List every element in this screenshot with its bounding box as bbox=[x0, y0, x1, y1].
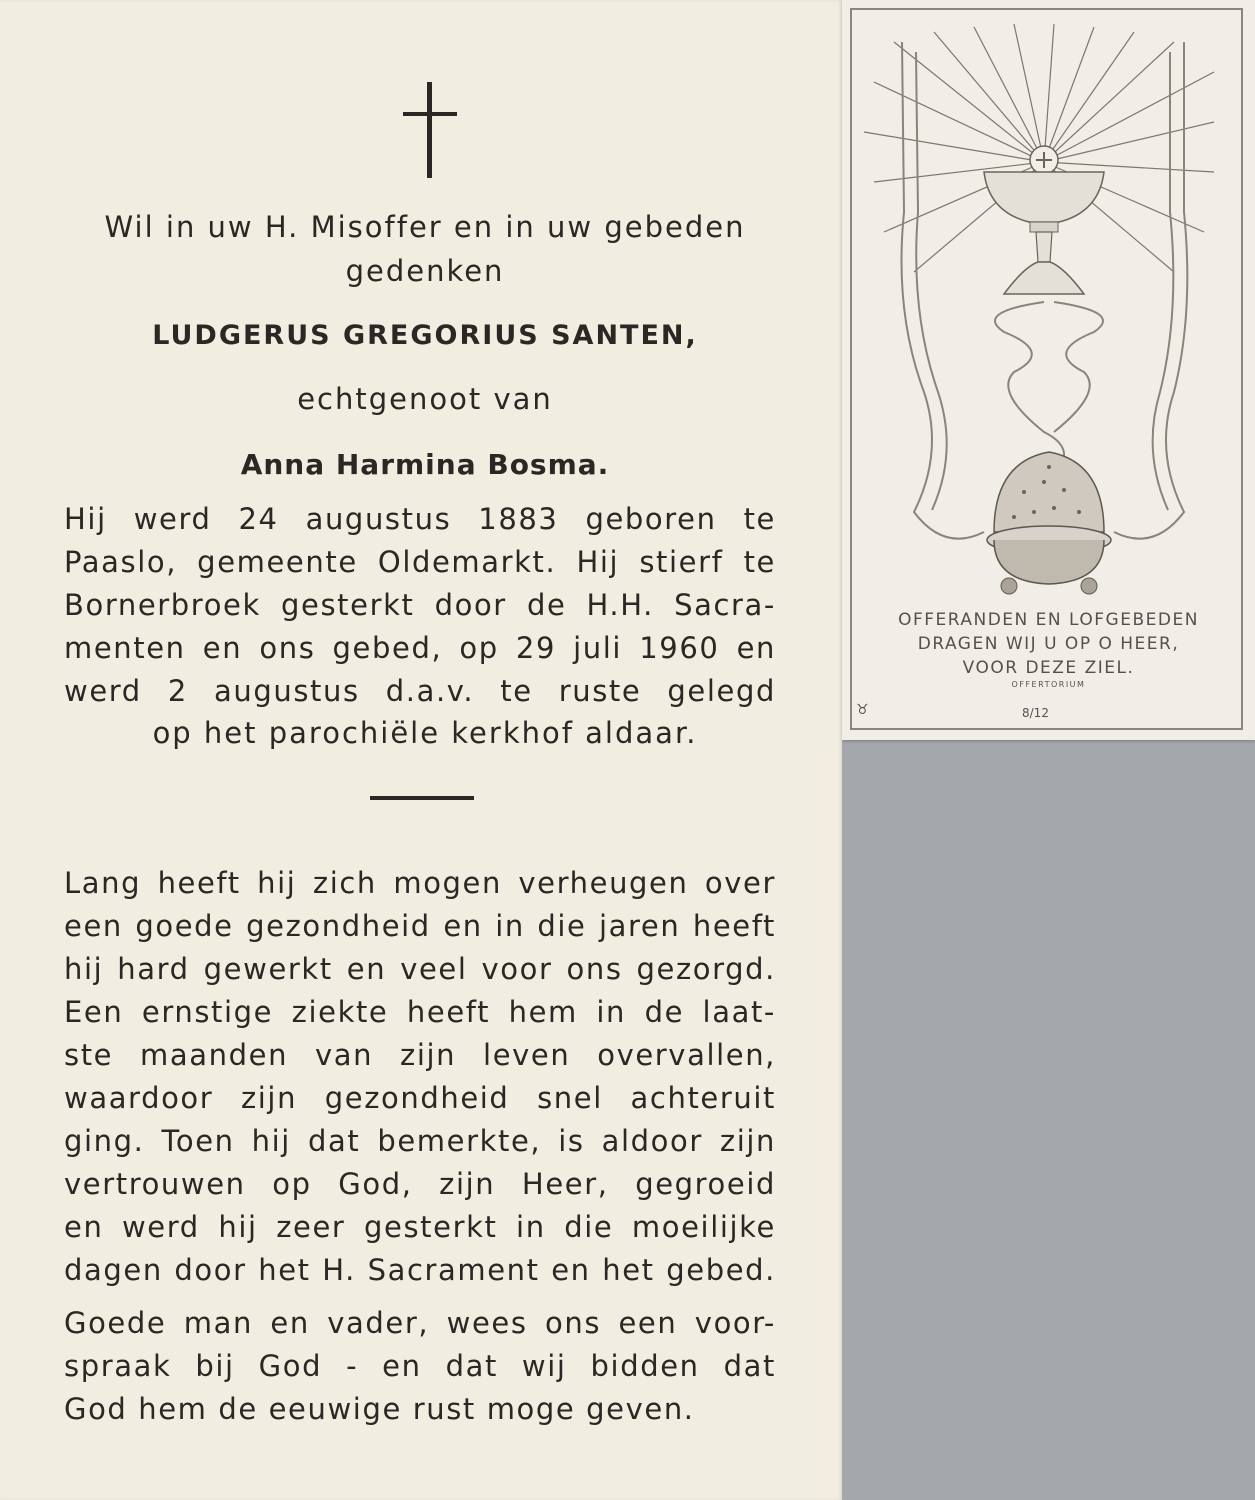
bio-line: Paaslo, gemeente Oldemarkt. Hij stierf te bbox=[64, 545, 776, 579]
tribute-line: Een ernstige ziekte heeft hem in de laat- bbox=[64, 995, 776, 1029]
tribute-line: Lang heeft hij zich mogen verheugen over bbox=[64, 866, 776, 900]
caption-source: OFFERTORIUM bbox=[1011, 680, 1086, 689]
tribute-line: ste maanden van zijn leven overvallen, bbox=[64, 1038, 776, 1072]
caption-line-1: OFFERANDEN EN LOFGEBEDEN bbox=[898, 610, 1199, 630]
cross-icon bbox=[403, 82, 457, 180]
card-number: 8/12 bbox=[1022, 706, 1049, 720]
intro-line-1: Wil in uw H. Misoffer en in uw gebeden bbox=[104, 210, 746, 244]
chalice-and-censer-illustration bbox=[854, 12, 1224, 602]
devotional-image-card bbox=[842, 0, 1255, 740]
bio-line: op het parochiële kerkhof aldaar. bbox=[152, 716, 698, 750]
caption-line-2: DRAGEN WIJ U OP O HEER, bbox=[917, 634, 1180, 654]
tribute-line: vertrouwen op God, zijn Heer, gegroeid bbox=[64, 1167, 776, 1201]
closing-line: God hem de eeuwige rust moge geven. bbox=[64, 1392, 695, 1426]
deceased-name: LUDGERUS GREGORIUS SANTEN, bbox=[152, 320, 698, 351]
intro-line-2: gedenken bbox=[345, 254, 505, 288]
bio-line: menten en ons gebed, op 29 juli 1960 en bbox=[64, 631, 776, 665]
closing-line: Goede man en vader, wees ons een voor- bbox=[64, 1306, 776, 1340]
publisher-mark-icon: ♉ bbox=[856, 702, 869, 718]
bio-line: Bornerbroek gesterkt door de H.H. Sacra- bbox=[64, 588, 776, 622]
tribute-line: waardoor zijn gezondheid snel achteruit bbox=[64, 1081, 776, 1115]
tribute-line: dagen door het H. Sacrament en het gebed. bbox=[64, 1253, 776, 1287]
tribute-line: ging. Toen hij dat bemerkte, is aldoor zijn bbox=[64, 1124, 776, 1158]
spouse-label: echtgenoot van bbox=[297, 382, 553, 416]
bio-line: Hij werd 24 augustus 1883 geboren te bbox=[64, 502, 776, 536]
bio-line: werd 2 augustus d.a.v. te ruste gelegd bbox=[64, 674, 776, 708]
divider bbox=[370, 796, 474, 800]
tribute-line: en werd hij zeer gesterkt in die moeilijke bbox=[64, 1210, 776, 1244]
caption-line-3: VOOR DEZE ZIEL. bbox=[962, 658, 1135, 678]
tribute-line: een goede gezondheid en in die jaren heeft bbox=[64, 909, 776, 943]
spouse-name: Anna Harmina Bosma. bbox=[240, 448, 610, 481]
closing-line: spraak bij God - en dat wij bidden dat bbox=[64, 1349, 776, 1383]
tribute-line: hij hard gewerkt en veel voor ons gezorgd. bbox=[64, 952, 776, 986]
